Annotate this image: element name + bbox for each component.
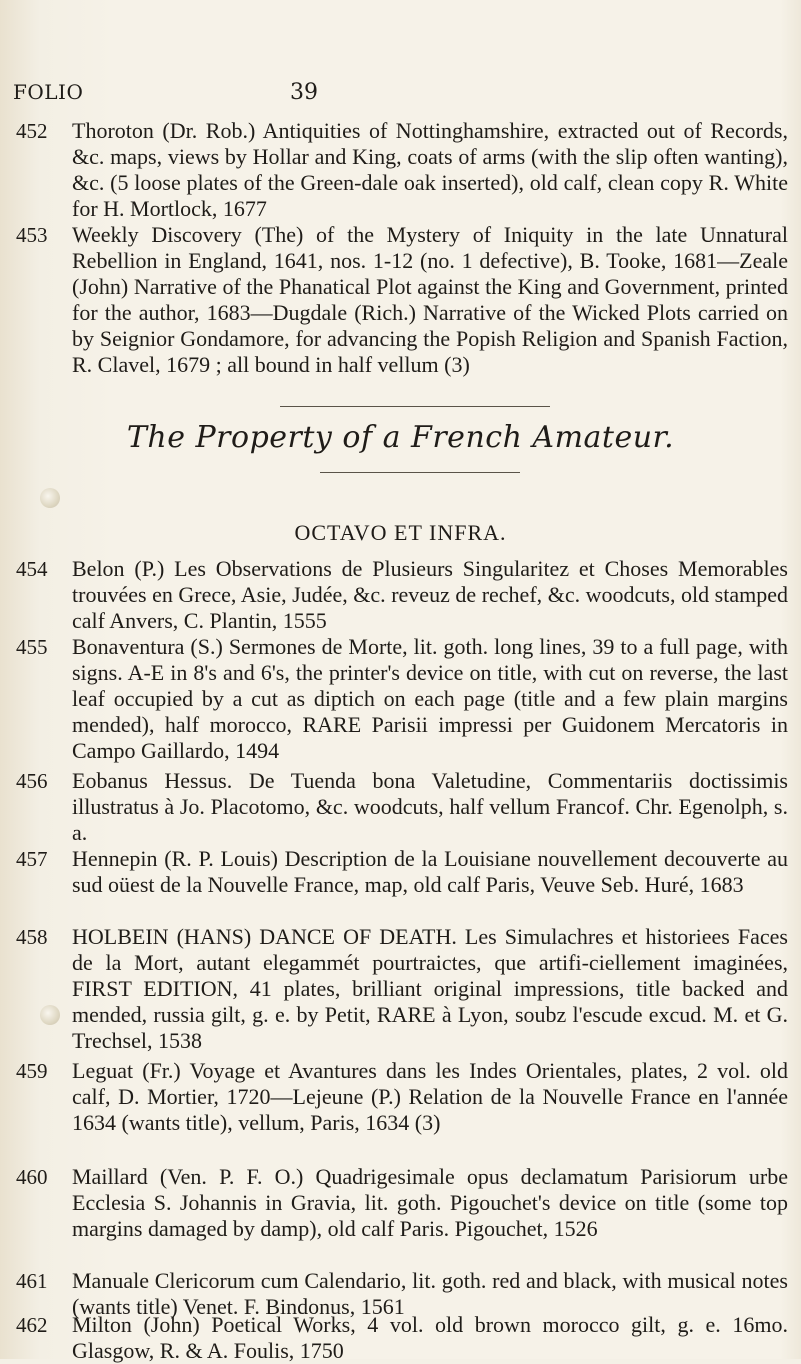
lot-number: 457 bbox=[16, 847, 48, 871]
lot-number: 456 bbox=[16, 769, 48, 793]
lot-number: 458 bbox=[16, 925, 48, 949]
lot-description: Leguat (Fr.) Voyage et Avantures dans les Indes Orientales, plates, 2 vol. old calf, D. Mortier, 1720—Lejeune (P.) Relation de la Nouvelle France en l'année 1634 (wants title), vellum, Paris, 1634 (3) bbox=[72, 1058, 788, 1135]
binding-hole bbox=[40, 1005, 60, 1025]
page-number: 39 bbox=[290, 80, 318, 105]
lot-description: Milton (John) Poetical Works, 4 vol. old brown morocco gilt, g. e. 16mo. Glasgow, R. & A. Foulis, 1750 bbox=[72, 1312, 788, 1363]
lot-description: HOLBEIN (HANS) DANCE OF DEATH. Les Simulachres et historiees Faces de la Mort, autant elegammét pourtraictes, que artifi-ciellement imaginées, FIRST EDITION, 41 plates, brilliant original impressions, title backed and mended, russia gilt, g. e. by Petit, RARE à Lyon, soubz l'escude excud. M. et G. Trechsel, 1538 bbox=[72, 924, 788, 1053]
lot-description: Maillard (Ven. P. F. O.) Quadrigesimale opus declamatum Parisiorum urbe Ecclesia S. Johannis in Gravia, lit. goth. Pigouchet's device on title (some top margins damaged by damp), old calf Paris. Pigouchet, 1526 bbox=[72, 1164, 788, 1241]
page-header bbox=[0, 80, 801, 110]
lot-description: Belon (P.) Les Observations de Plusieurs Singularitez et Choses Memorables trouvées en Grece, Asie, Judée, &c. reveuz de rechef, &c. woodcuts, old stamped calf Anvers, C. Plantin, 1555 bbox=[72, 556, 788, 633]
lot-number: 454 bbox=[16, 557, 48, 581]
lot-number: 460 bbox=[16, 1165, 48, 1189]
binding-hole bbox=[40, 488, 60, 508]
lot-number: 453 bbox=[16, 223, 48, 247]
lot-description: Hennepin (R. P. Louis) Description de la Louisiane nouvellement decouverte au sud oüest de la Nouvelle France, map, old calf Paris, Veuve Seb. Huré, 1683 bbox=[72, 846, 788, 897]
lot-number: 459 bbox=[16, 1059, 48, 1083]
lot-description: Manuale Clericorum cum Calendario, lit. goth. red and black, with musical notes (wants title) Venet. F. Bindonus, 1561 bbox=[72, 1268, 788, 1319]
lot-number: 462 bbox=[16, 1313, 48, 1337]
section-subtitle: OCTAVO ET INFRA. bbox=[294, 520, 507, 545]
lot-description: Bonaventura (S.) Sermones de Morte, lit. goth. long lines, 39 to a full page, with signs. A-E in 8's and 6's, the printer's device on title, with cut on reverse, the last leaf occupied by a cut as diptich on each page (title and a few plain margins mended), half morocco, RARE Parisii impressi per Guidonem Mercatoris in Campo Gaillardo, 1494 bbox=[72, 634, 788, 763]
lot-number: 455 bbox=[16, 635, 48, 659]
lot-number: 452 bbox=[16, 119, 48, 143]
lot-description: Eobanus Hessus. De Tuenda bona Valetudine, Commentariis doctissimis illustratus à Jo. Placotomo, &c. woodcuts, half vellum Francof. Chr. Egenolph, s. a. bbox=[72, 768, 788, 845]
section-divider bbox=[280, 406, 550, 407]
lot-number: 461 bbox=[16, 1269, 48, 1293]
folio-label: FOLIO bbox=[13, 80, 84, 104]
section-title: The Property of a French Amateur. bbox=[126, 420, 675, 455]
section-divider bbox=[320, 472, 520, 473]
lot-description: Thoroton (Dr. Rob.) Antiquities of Nottinghamshire, extracted out of Records, &c. maps, views by Hollar and King, coats of arms (with the slip often wanting), &c. (5 loose plates of the Green-dale oak inserted), old calf, clean copy R. White for H. Mortlock, 1677 bbox=[72, 118, 788, 221]
lot-description: Weekly Discovery (The) of the Mystery of Iniquity in the late Unnatural Rebellion in England, 1641, nos. 1-12 (no. 1 defective), B. Tooke, 1681—Zeale (John) Narrative of the Phanatical Plot against the King and Government, printed for the author, 1683—Dugdale (Rich.) Narrative of the Wicked Plots carried on by Seignior Gondamore, for advancing the Popish Religion and Spanish Faction, R. Clavel, 1679 ; all bound in half vellum (3) bbox=[72, 222, 788, 377]
